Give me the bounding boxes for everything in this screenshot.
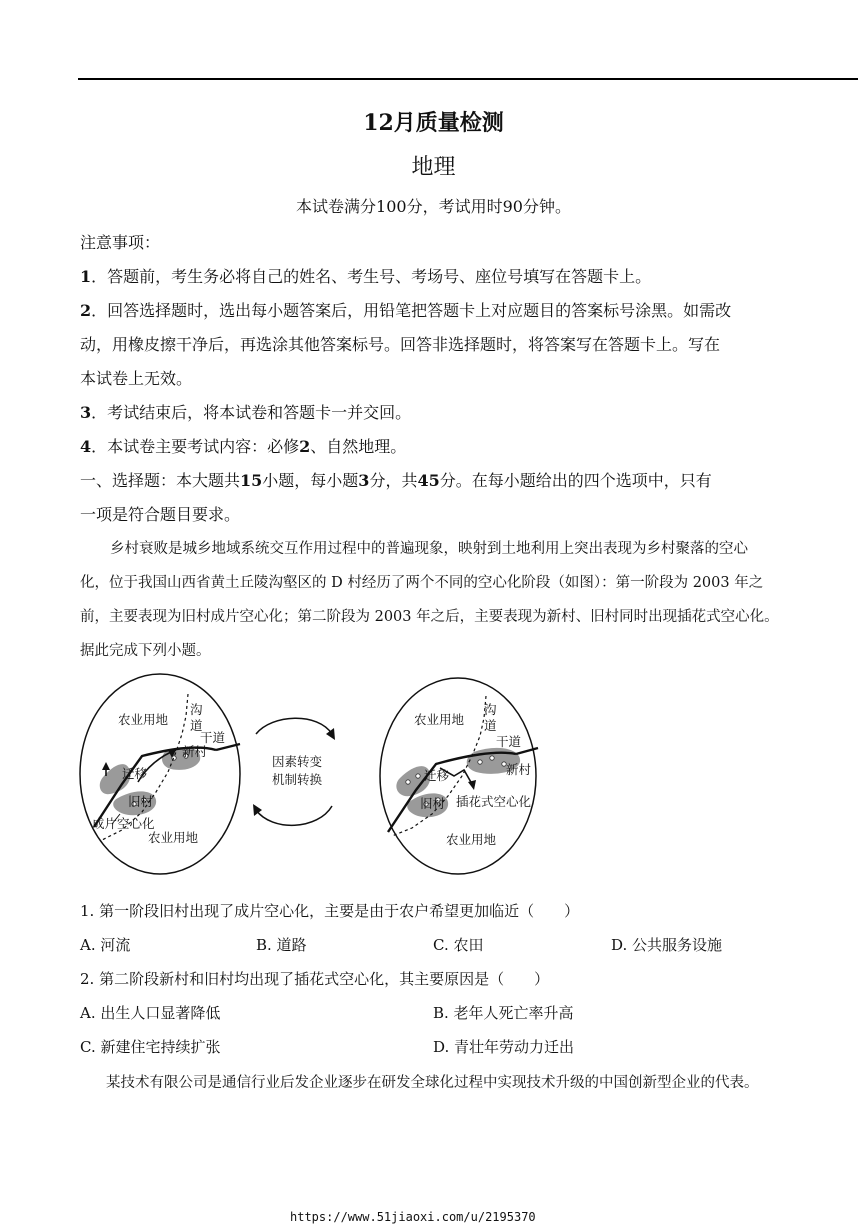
question-1-option-c: C. 农田 bbox=[433, 936, 484, 954]
exam-note: 本试卷满分100分，考试用时90分钟。 bbox=[296, 197, 571, 216]
notice-item-1 bbox=[80, 264, 651, 287]
stage1-hollow-label: 成片空心化 bbox=[92, 816, 155, 831]
stage2-road-label: 干道 bbox=[496, 734, 522, 749]
footer-url: https://www.51jiaoxi.com/u/2195370 bbox=[290, 1210, 536, 1224]
question-2-option-c: C. 新建住宅持续扩张 bbox=[80, 1038, 221, 1056]
exam-title: 12月质量检测 bbox=[363, 110, 504, 136]
section-heading-line2: 一项是符合题目要求。 bbox=[80, 505, 241, 524]
transition-arrow-bottom bbox=[256, 806, 332, 825]
notice-item-num: 1 bbox=[80, 267, 92, 286]
stage1-diagram bbox=[80, 674, 240, 874]
transition-arrow-top bbox=[256, 718, 332, 734]
stage1-old-village-label: 旧村 bbox=[128, 794, 154, 809]
passage1-line3: 前，主要表现为旧村成片空心化；第二阶段为 2003 年之后，主要表现为新村、旧村同时出现插花式空心化。 bbox=[80, 609, 779, 625]
notice-item-num: 2 bbox=[80, 301, 92, 320]
stage2-new-village-label: 新村 bbox=[506, 762, 532, 777]
question-1-option-b: B. 道路 bbox=[256, 936, 307, 954]
passage1-line4: 据此完成下列小题。 bbox=[80, 643, 211, 659]
question-2-stem: 2. 第二阶段新村和旧村均出现了插花式空心化，其主要原因是（ ） bbox=[80, 970, 550, 988]
exam-subject: 地理 bbox=[411, 155, 456, 180]
notice-item-3 bbox=[80, 400, 411, 423]
stage1-new-village-label: 新村 bbox=[182, 744, 208, 759]
notice-item-2-line3: 本试卷上无效。 bbox=[80, 369, 193, 388]
stage2-old-village-label: 旧村 bbox=[420, 796, 446, 811]
stage1-farmland-bottom-label: 农业用地 bbox=[148, 830, 199, 845]
stage1-migrate-label: 迁移 bbox=[122, 766, 148, 781]
question-1-option-d: D. 公共服务设施 bbox=[611, 936, 723, 954]
notice-item-text: ．考试结束后，将本试卷和答题卡一并交回。 bbox=[91, 403, 412, 422]
notice-item-2-line2: 动，用橡皮擦干净后，再选涂其他答案标号。回答非选择题时，将答案写在答题卡上。写在 bbox=[80, 335, 721, 354]
stage2-gully-label-2: 道 bbox=[484, 718, 497, 733]
notice-item-4: 4．本试卷主要考试内容：必修2、自然地理。 bbox=[80, 437, 407, 456]
stage2-hollow-label: 插花式空心化 bbox=[456, 794, 532, 809]
question-2-option-a: A. 出生人口显著降低 bbox=[80, 1004, 221, 1022]
stage2-gully-label-1: 沟 bbox=[484, 702, 497, 717]
stage1-gully-label-1: 沟 bbox=[190, 702, 203, 717]
stage1-gully-label-2: 道 bbox=[190, 718, 203, 733]
section-heading: 一、选择题：本大题共15小题，每小题3分，共45分。在每小题给出的四个选项中，只有 bbox=[80, 471, 712, 490]
notice-item-num: 3 bbox=[80, 403, 92, 422]
notice-item-text: ．答题前，考生务必将自己的姓名、考生号、考场号、座位号填写在答题卡上。 bbox=[91, 267, 652, 286]
passage2-line1: 某技术有限公司是通信行业后发企业逐步在研发全球化过程中实现技术升级的中国创新型企业的代表。 bbox=[106, 1075, 759, 1091]
notice-item-2 bbox=[80, 298, 731, 321]
stage2-farmland-top-label: 农业用地 bbox=[414, 712, 465, 727]
stage1-farmland-top-label: 农业用地 bbox=[118, 712, 169, 727]
passage1-line1: 乡村衰败是城乡地域系统交互作用过程中的普遍现象，映射到土地利用上突出表现为乡村聚落的空心 bbox=[110, 541, 748, 557]
header-rule bbox=[78, 78, 858, 80]
passage1-line2: 化，位于我国山西省黄土丘陵沟壑区的 D 村经历了两个不同的空心化阶段（如图）：第一阶段为 2003 年之 bbox=[80, 575, 764, 591]
village-hollowing-figure bbox=[76, 672, 556, 882]
question-1-stem: 1. 第一阶段旧村出现了成片空心化，主要是由于农户希望更加临近（ ） bbox=[80, 902, 580, 920]
transition-label-1: 因素转变 bbox=[272, 754, 323, 769]
question-2-option-d: D. 青壮年劳动力迁出 bbox=[433, 1038, 575, 1056]
stage2-diagram bbox=[380, 678, 538, 874]
notice-heading: 注意事项： bbox=[80, 233, 161, 252]
stage1-road-label: 干道 bbox=[200, 730, 226, 745]
notice-item-num: 4 bbox=[80, 437, 92, 456]
stage2-farmland-bottom-label: 农业用地 bbox=[446, 832, 497, 847]
transition-label-2: 机制转换 bbox=[272, 772, 323, 787]
notice-item-text: ．回答选择题时，选出每小题答案后，用铅笔把答题卡上对应题目的答案标号涂黑。如需改 bbox=[91, 301, 732, 320]
question-2-option-b: B. 老年人死亡率升高 bbox=[433, 1004, 574, 1022]
stage2-migrate-label: 迁移 bbox=[424, 768, 450, 783]
stage-transition bbox=[253, 718, 335, 825]
question-1-option-a: A. 河流 bbox=[80, 936, 131, 954]
